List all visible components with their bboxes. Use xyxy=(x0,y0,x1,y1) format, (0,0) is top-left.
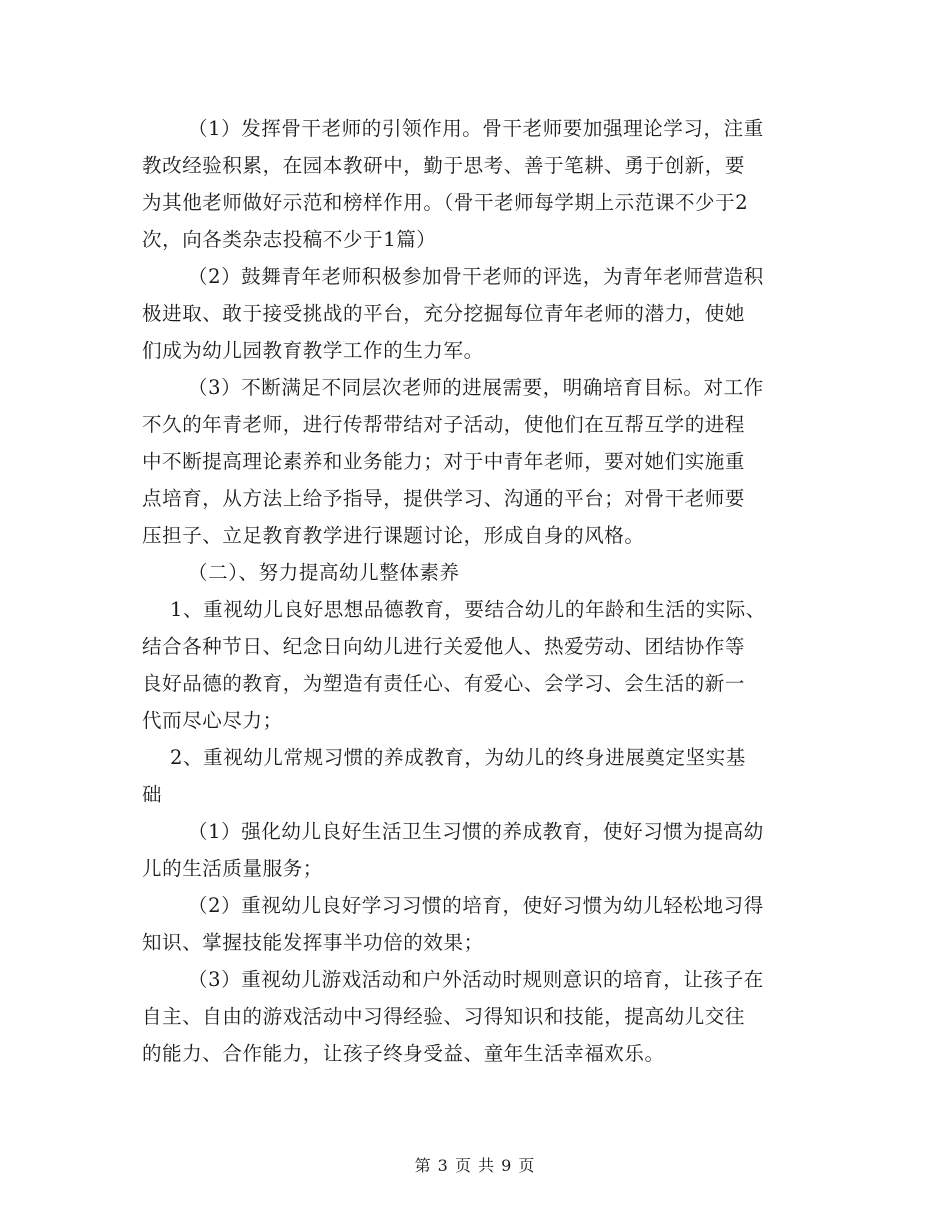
text-line: （1）发挥骨干老师的引领作用。骨干老师要加强理论学习，注重 xyxy=(188,117,764,140)
text-line: 极进取、敢于接受挑战的平台，充分挖掘每位青年老师的潜力，使她 xyxy=(142,302,746,325)
paragraph-p6 xyxy=(142,739,810,813)
document-body xyxy=(142,110,810,1072)
text-line: 的能力、合作能力，让孩子终身受益、童年生活幸福欢乐。 xyxy=(142,1042,665,1065)
text-line: （二）、努力提高幼儿整体素养 xyxy=(188,561,460,584)
text-line: 们成为幼儿园教育教学工作的生力军。 xyxy=(142,339,484,362)
text-line: 教改经验积累，在园本教研中，勤于思考、善于笔耕、勇于创新，要 xyxy=(142,154,746,177)
text-line: （1）强化幼儿良好生活卫生习惯的养成教育，使好习惯为提高幼 xyxy=(188,820,764,843)
text-line: 为其他老师做好示范和榜样作用。（骨干老师每学期上示范课不少于2 xyxy=(142,191,749,214)
text-line: 代而尽心尽力； xyxy=(142,709,283,732)
text-line: 中不断提高理论素养和业务能力；对于中青年老师，要对她们实施重 xyxy=(142,450,746,473)
text-line: 压担子、立足教育教学进行课题讨论，形成自身的风格。 xyxy=(142,524,645,547)
text-line: （2）重视幼儿良好学习习惯的培育，使好习惯为幼儿轻松地习得 xyxy=(188,894,764,917)
text-line: 础 xyxy=(142,783,163,806)
text-line: （3）不断满足不同层次老师的进展需要，明确培育目标。对工作 xyxy=(188,376,764,399)
text-line: 点培育，从方法上给予指导，提供学习、沟通的平台；对骨干老师要 xyxy=(142,487,746,510)
text-line: 次，向各类杂志投稿不少于1篇） xyxy=(142,228,437,251)
paragraph-p7 xyxy=(142,813,810,887)
paragraph-p3 xyxy=(142,369,810,554)
text-line: 结合各种节日、纪念日向幼儿进行关爱他人、热爱劳动、团结协作等 xyxy=(142,635,746,658)
text-line: 儿的生活质量服务； xyxy=(142,857,323,880)
paragraph-p4 xyxy=(142,554,810,591)
text-line: 自主、自由的游戏活动中习得经验、习得知识和技能，提高幼儿交往 xyxy=(142,1005,746,1028)
page-number-footer: 第 3 页 共 9 页 xyxy=(414,1156,536,1175)
text-line: 2、重视幼儿常规习惯的养成教育，为幼儿的终身进展奠定坚实基 xyxy=(170,746,746,769)
paragraph-p9 xyxy=(142,961,810,1072)
paragraph-p5 xyxy=(142,591,810,739)
text-line: 1、重视幼儿良好思想品德教育，要结合幼儿的年龄和生活的实际、 xyxy=(170,598,766,621)
text-line: 不久的年青老师，进行传帮带结对子活动，使他们在互帮互学的进程 xyxy=(142,413,746,436)
text-line: 良好品德的教育，为塑造有责任心、有爱心、会学习、会生活的新一 xyxy=(142,672,746,695)
paragraph-p1 xyxy=(142,110,810,258)
text-line: 知识、掌握技能发挥事半功倍的效果； xyxy=(142,931,484,954)
text-line: （2）鼓舞青年老师积极参加骨干老师的评选，为青年老师营造积 xyxy=(188,265,764,288)
text-line: （3）重视幼儿游戏活动和户外活动时规则意识的培育，让孩子在 xyxy=(188,968,764,991)
paragraph-p2 xyxy=(142,258,810,369)
paragraph-p8 xyxy=(142,887,810,961)
